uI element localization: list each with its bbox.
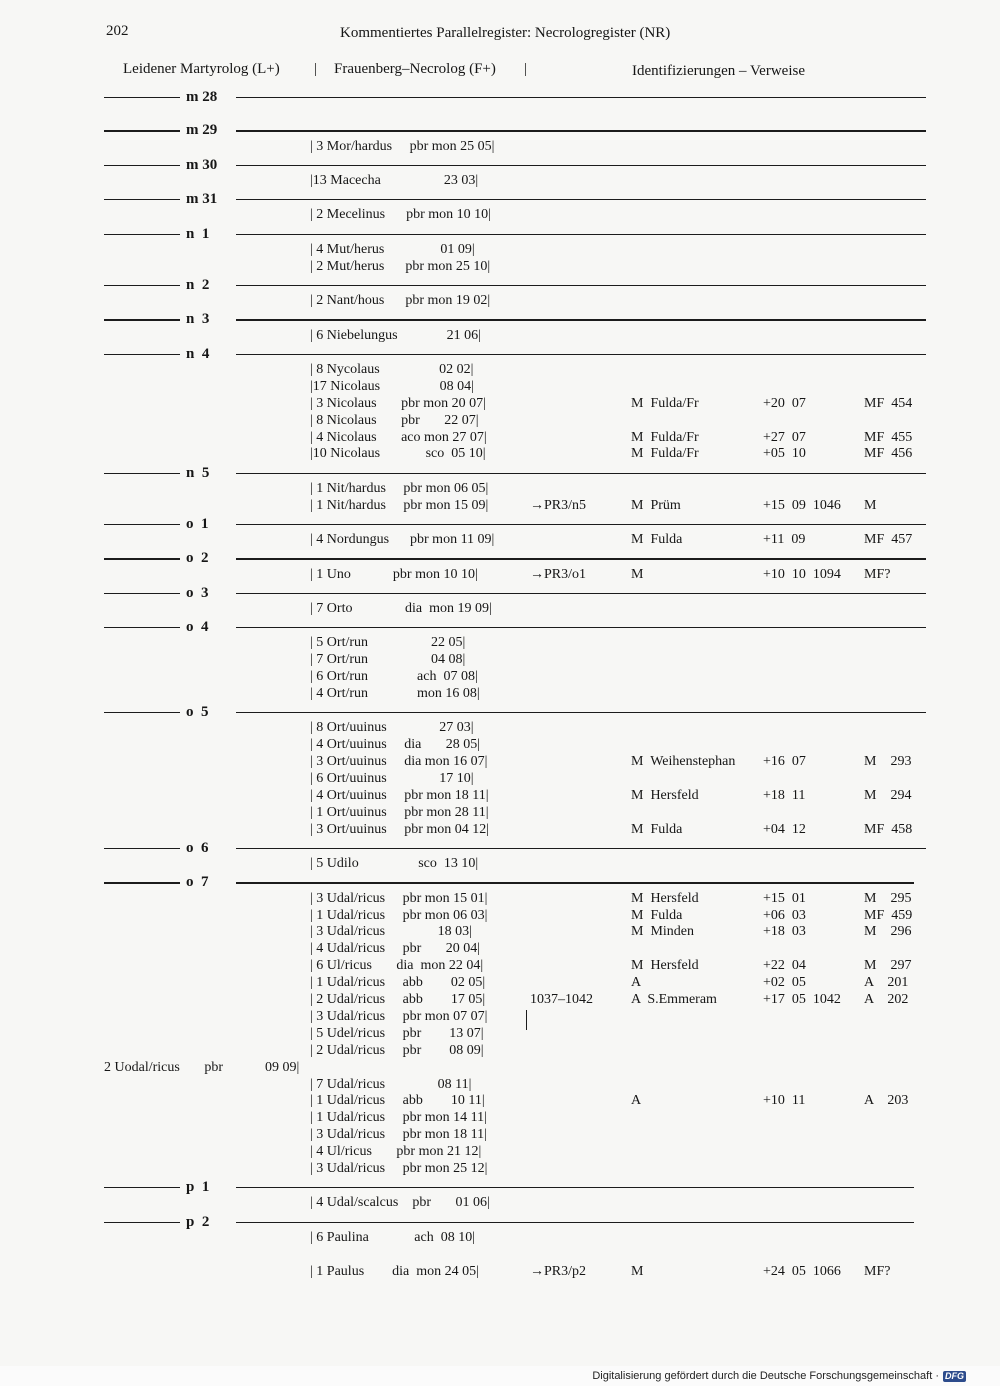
frauenberg-entry: | 2 Nant/hous pbr mon 19 02| — [310, 293, 491, 309]
frauenberg-entry: | 4 Udal/ricus pbr 20 04| — [310, 941, 481, 957]
identification-place: A — [631, 975, 642, 991]
frauenberg-entry: | 6 Niebelungus 21 06| — [310, 327, 481, 343]
frauenberg-entry: | 3 Udal/ricus pbr mon 18 11| — [310, 1127, 487, 1143]
day-label: o 1 — [180, 516, 236, 532]
frauenberg-entry: | 4 Ort/uuinus pbr mon 18 11| — [310, 788, 489, 803]
day-label: n 1 — [180, 226, 236, 242]
frauenberg-entry: | 4 Mut/herus 01 09| — [310, 241, 475, 257]
frauenberg-entry: |13 Macecha 23 03| — [310, 173, 479, 188]
identification-date: +24 05 1066 — [763, 1264, 841, 1280]
frauenberg-entry: | 3 Ort/uuinus dia mon 16 07| — [310, 754, 488, 770]
identification-date: +15 09 1046 — [763, 497, 841, 513]
identification-place: A — [631, 1093, 642, 1109]
identification-date: +02 05 — [763, 975, 806, 991]
frauenberg-entry: | 7 Udal/ricus 08 11| — [310, 1076, 472, 1092]
identification-place: M Fulda/Fr — [631, 395, 699, 411]
day-label: p 1 — [180, 1179, 236, 1195]
identification-reference: A 202 — [864, 992, 909, 1007]
column-header-frauenberg: Frauenberg–Necrolog (F+) — [334, 61, 496, 77]
identification-place: M Hersfeld — [631, 958, 699, 974]
identification-reference: MF? — [864, 566, 891, 582]
identification-date: +22 04 — [763, 958, 806, 974]
identification-reference: MF 457 — [864, 532, 913, 548]
identification-reference: MF 455 — [864, 429, 913, 445]
identification-date: +17 05 1042 — [763, 992, 841, 1007]
frauenberg-entry: | 1 Uno pbr mon 10 10| — [310, 566, 478, 582]
frauenberg-entry: | 4 Ort/uuinus dia 28 05| — [310, 737, 481, 753]
day-label: o 6 — [180, 840, 236, 856]
identification-place: M Prüm — [631, 497, 681, 513]
frauenberg-entry: |17 Nicolaus 08 04| — [310, 378, 474, 394]
day-label: o 4 — [180, 619, 236, 635]
cross-reference: 1037–1042 — [530, 992, 593, 1007]
identification-place: M Minden — [631, 924, 694, 940]
day-label: o 3 — [180, 585, 236, 601]
day-label: n 3 — [180, 311, 236, 327]
identification-place: M Fulda/Fr — [631, 446, 699, 462]
identification-place: M — [631, 1264, 644, 1280]
identification-place: M — [631, 566, 644, 582]
frauenberg-entry: | 2 Udal/ricus pbr 08 09| — [310, 1042, 484, 1058]
frauenberg-entry: | 2 Udal/ricus abb 17 05| — [310, 992, 486, 1007]
identification-date: +18 03 — [763, 924, 806, 940]
identification-date: +18 11 — [763, 788, 806, 803]
frauenberg-entry: | 1 Udal/ricus abb 10 11| — [310, 1093, 485, 1109]
frauenberg-entry: | 8 Nicolaus pbr 22 07| — [310, 412, 479, 428]
frauenberg-entry: | 4 Ul/ricus pbr mon 21 12| — [310, 1144, 482, 1160]
column-divider-line — [526, 1010, 527, 1030]
day-label: n 2 — [180, 277, 236, 293]
identification-reference: M — [864, 497, 877, 513]
identification-place: M Hersfeld — [631, 788, 699, 803]
identification-reference: A 203 — [864, 1093, 909, 1109]
day-label: o 7 — [180, 874, 236, 890]
cross-reference: →PR3/o1 — [530, 566, 587, 582]
identification-reference: M 296 — [864, 924, 912, 940]
leiden-entry: 2 Uodal/ricus pbr 09 09| — [104, 1059, 300, 1075]
frauenberg-entry: | 8 Nycolaus 02 02| — [310, 361, 474, 377]
cross-reference: →PR3/n5 — [530, 497, 587, 513]
page-number: 202 — [106, 23, 129, 39]
identification-place: M Fulda — [631, 821, 683, 837]
day-label: n 4 — [180, 346, 236, 362]
frauenberg-entry: | 3 Mor/hardus pbr mon 25 05| — [310, 138, 495, 154]
identification-date: +04 12 — [763, 821, 806, 837]
frauenberg-entry: | 5 Udilo sco 13 10| — [310, 856, 479, 872]
identification-reference: M 295 — [864, 890, 912, 906]
frauenberg-entry: | 2 Mecelinus pbr mon 10 10| — [310, 207, 491, 223]
frauenberg-entry: | 1 Ort/uuinus pbr mon 28 11| — [310, 804, 489, 820]
frauenberg-entry: | 2 Mut/herus pbr mon 25 10| — [310, 258, 491, 274]
frauenberg-entry: | 3 Nicolaus pbr mon 20 07| — [310, 395, 486, 411]
cross-reference: →PR3/p2 — [530, 1264, 587, 1280]
column-header-identifications: Identifizierungen – Verweise — [632, 63, 805, 79]
frauenberg-entry: | 1 Udal/ricus pbr mon 06 03| — [310, 907, 488, 923]
frauenberg-entry: | 8 Ort/uuinus 27 03| — [310, 720, 474, 736]
frauenberg-entry: | 4 Nordungus pbr mon 11 09| — [310, 532, 495, 548]
column-header-bar-1: | — [314, 61, 318, 77]
identification-place: M Hersfeld — [631, 890, 699, 906]
frauenberg-entry: | 7 Orto dia mon 19 09| — [310, 600, 492, 616]
frauenberg-entry: | 1 Udal/ricus abb 02 05| — [310, 975, 486, 991]
identification-date: +10 11 — [763, 1093, 806, 1109]
identification-place: A S.Emmeram — [631, 992, 717, 1007]
identification-reference: M 294 — [864, 788, 912, 803]
frauenberg-entry: | 6 Paulina ach 08 10| — [310, 1229, 476, 1245]
day-label: o 2 — [180, 550, 236, 566]
frauenberg-entry: | 3 Ort/uuinus pbr mon 04 12| — [310, 821, 490, 837]
identification-date: +15 01 — [763, 890, 806, 906]
frauenberg-entry: |10 Nicolaus sco 05 10| — [310, 446, 486, 462]
identification-place: M Weihenstephan — [631, 754, 736, 770]
identification-date: +10 10 1094 — [763, 566, 841, 582]
frauenberg-entry: | 1 Nit/hardus pbr mon 15 09| — [310, 497, 489, 513]
frauenberg-entry: | 4 Nicolaus aco mon 27 07| — [310, 429, 487, 445]
frauenberg-entry: | 5 Ort/run 22 05| — [310, 635, 466, 651]
footer — [592, 1370, 966, 1383]
column-header-bar-2: | — [524, 61, 528, 77]
frauenberg-entry: | 4 Udal/scalcus pbr 01 06| — [310, 1195, 490, 1211]
frauenberg-entry: | 3 Udal/ricus pbr mon 07 07| — [310, 1008, 488, 1024]
frauenberg-entry: | 1 Udal/ricus pbr mon 14 11| — [310, 1110, 487, 1126]
identification-reference: MF 454 — [864, 395, 913, 411]
day-label: m 29 — [180, 122, 236, 138]
identification-place: M Fulda — [631, 907, 683, 923]
identification-date: +05 10 — [763, 446, 806, 462]
frauenberg-entry: | 7 Ort/run 04 08| — [310, 652, 466, 668]
day-label: m 30 — [180, 157, 236, 173]
identification-date: +20 07 — [763, 395, 806, 411]
frauenberg-entry: | 6 Ort/run ach 07 08| — [310, 669, 478, 685]
day-label: o 5 — [180, 704, 236, 720]
frauenberg-entry: | 5 Udel/ricus pbr 13 07| — [310, 1025, 484, 1041]
day-label: n 5 — [180, 465, 236, 481]
identification-reference: M 293 — [864, 754, 912, 770]
identification-date: +06 03 — [763, 907, 806, 923]
identification-date: +27 07 — [763, 429, 806, 445]
frauenberg-entry: | 4 Ort/run mon 16 08| — [310, 686, 480, 701]
frauenberg-entry: | 3 Udal/ricus pbr mon 25 12| — [310, 1161, 488, 1176]
day-label: p 2 — [180, 1214, 236, 1230]
identification-reference: MF 459 — [864, 907, 913, 923]
identification-reference: MF 456 — [864, 446, 913, 462]
identification-reference: M 297 — [864, 958, 912, 974]
page-title: Kommentiertes Parallelregister: Necrologregister (NR) — [340, 25, 671, 41]
identification-date: +11 09 — [763, 532, 806, 548]
identification-place: M Fulda — [631, 532, 683, 548]
frauenberg-entry: | 6 Ul/ricus dia mon 22 04| — [310, 958, 484, 974]
frauenberg-entry: | 1 Paulus dia mon 24 05| — [310, 1264, 479, 1280]
day-label: m 31 — [180, 191, 236, 207]
dfg-logo-icon: DFG — [945, 1371, 964, 1381]
identification-place: M Fulda/Fr — [631, 429, 699, 445]
frauenberg-entry: | 3 Udal/ricus 18 03| — [310, 924, 472, 940]
frauenberg-entry: | 3 Udal/ricus pbr mon 15 01| — [310, 890, 488, 906]
frauenberg-entry: | 1 Nit/hardus pbr mon 06 05| — [310, 480, 489, 496]
identification-reference: MF? — [864, 1264, 891, 1280]
identification-date: +16 07 — [763, 754, 806, 770]
column-header-leiden: Leidener Martyrolog (L+) — [123, 61, 280, 77]
identification-reference: MF 458 — [864, 821, 913, 837]
identification-reference: A 201 — [864, 975, 909, 991]
footer-funding-text: Digitalisierung gefördert durch die Deutsche Forschungsgemeinschaft · — [592, 1370, 939, 1382]
frauenberg-entry: | 6 Ort/uuinus 17 10| — [310, 771, 474, 787]
day-label: m 28 — [180, 89, 236, 105]
